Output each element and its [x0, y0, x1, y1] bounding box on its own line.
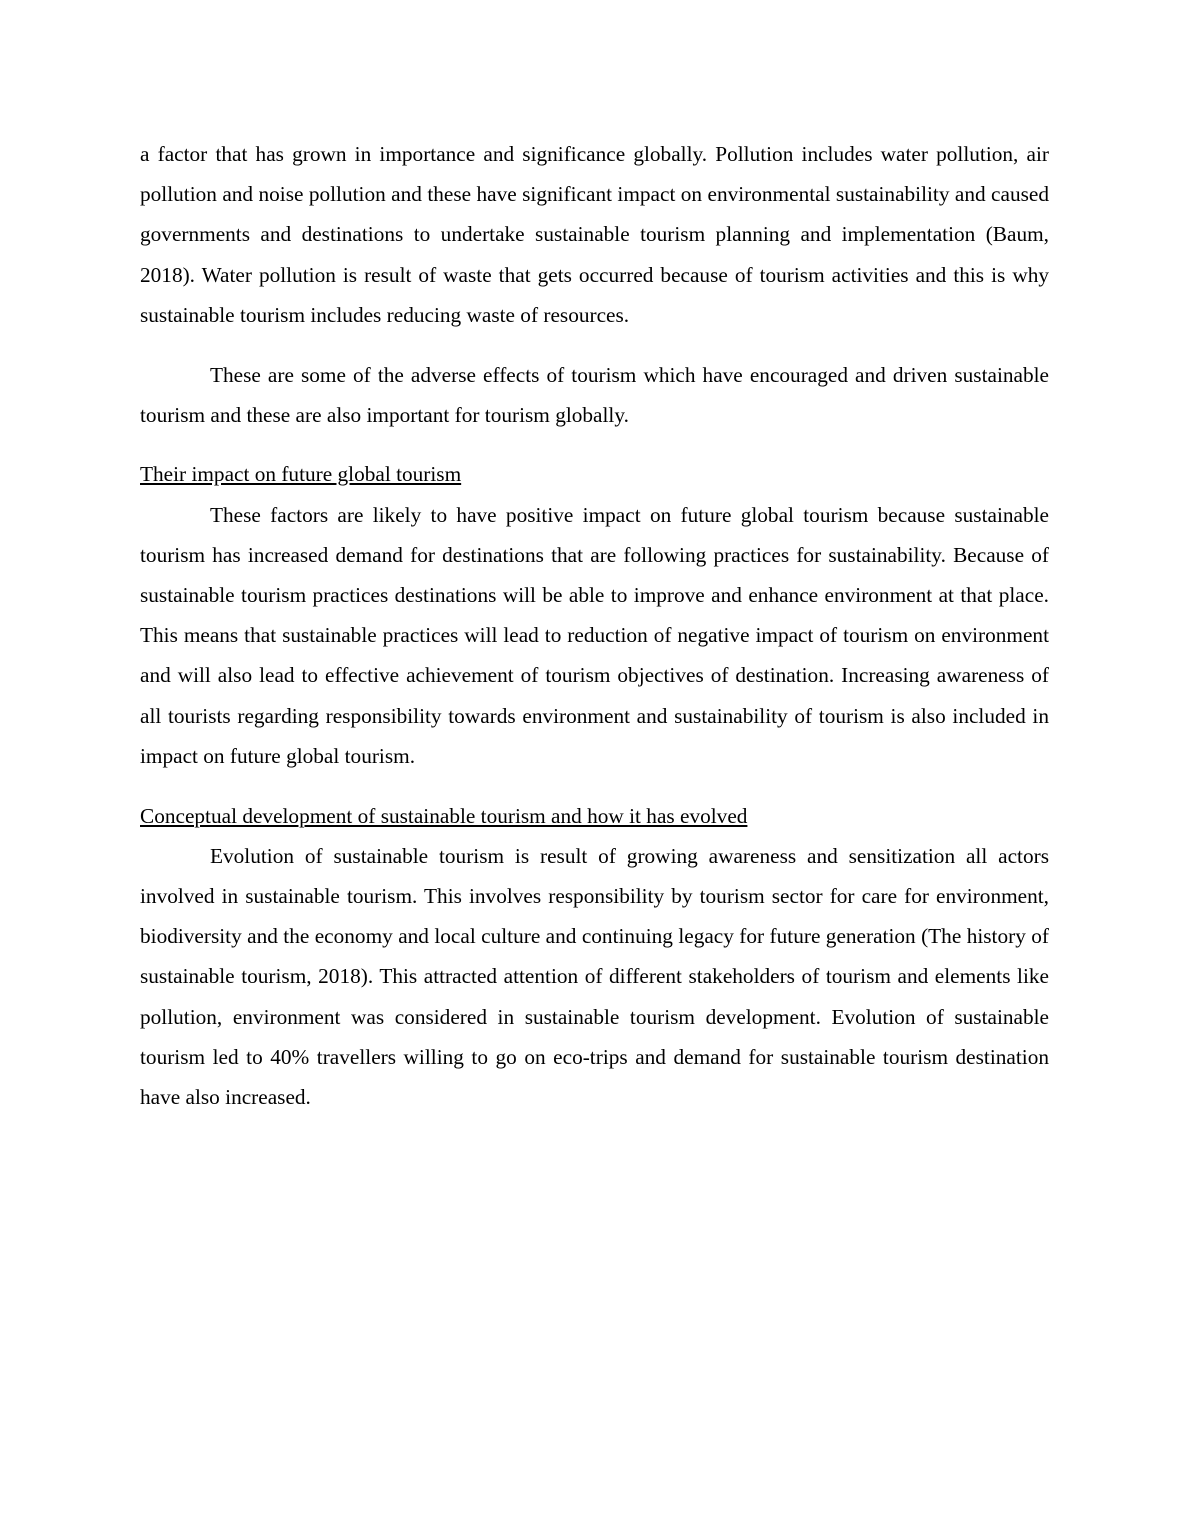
section-impact — [140, 454, 1049, 776]
section-evolution — [140, 796, 1049, 1118]
section-heading-evolution: Conceptual development of sustainable tourism and how it has evolved — [140, 803, 748, 828]
document-page — [140, 134, 1049, 1117]
paragraph-adverse-effects: These are some of the adverse effects of tourism which have encouraged and driven sustainable tourism and these are also important for tourism globally. — [140, 362, 1049, 427]
paragraph-impact: These factors are likely to have positive impact on future global tourism because sustainable tourism has increased demand for destinations that are following practices for sustainability. Because of sustainable tourism practices destinations will be able to improve and enhance environment at that place. This means that sustainable practices will lead to reduction of negative impact of tourism on environment and will also lead to effective achievement of tourism objectives of destination. Increasing awareness of all tourists regarding responsibility towards environment and sustainability of tourism is also included in impact on future global tourism. — [140, 502, 1049, 768]
paragraph-pollution-continued: a factor that has grown in importance and significance globally. Pollution includes water pollution, air pollution and noise pollution and these have significant impact on environmental sustainability and caused governments and destinations to undertake sustainable tourism planning and implementation (Baum, 2018). Water pollution is result of waste that gets occurred because of tourism activities and this is why sustainable tourism includes reducing waste of resources. — [140, 142, 1049, 327]
paragraph-evolution: Evolution of sustainable tourism is result of growing awareness and sensitization all actors involved in sustainable tourism. This involves responsibility by tourism sector for care for environment, biodiversity and the economy and local culture and continuing legacy for future generation (The history of sustainable tourism, 2018). This attracted attention of different stakeholders of tourism and elements like pollution, environment was considered in sustainable tourism development. Evolution of sustainable tourism led to 40% travellers willing to go on eco-trips and demand for sustainable tourism destination have also increased. — [140, 843, 1049, 1109]
section-heading-impact: Their impact on future global tourism — [140, 462, 462, 487]
